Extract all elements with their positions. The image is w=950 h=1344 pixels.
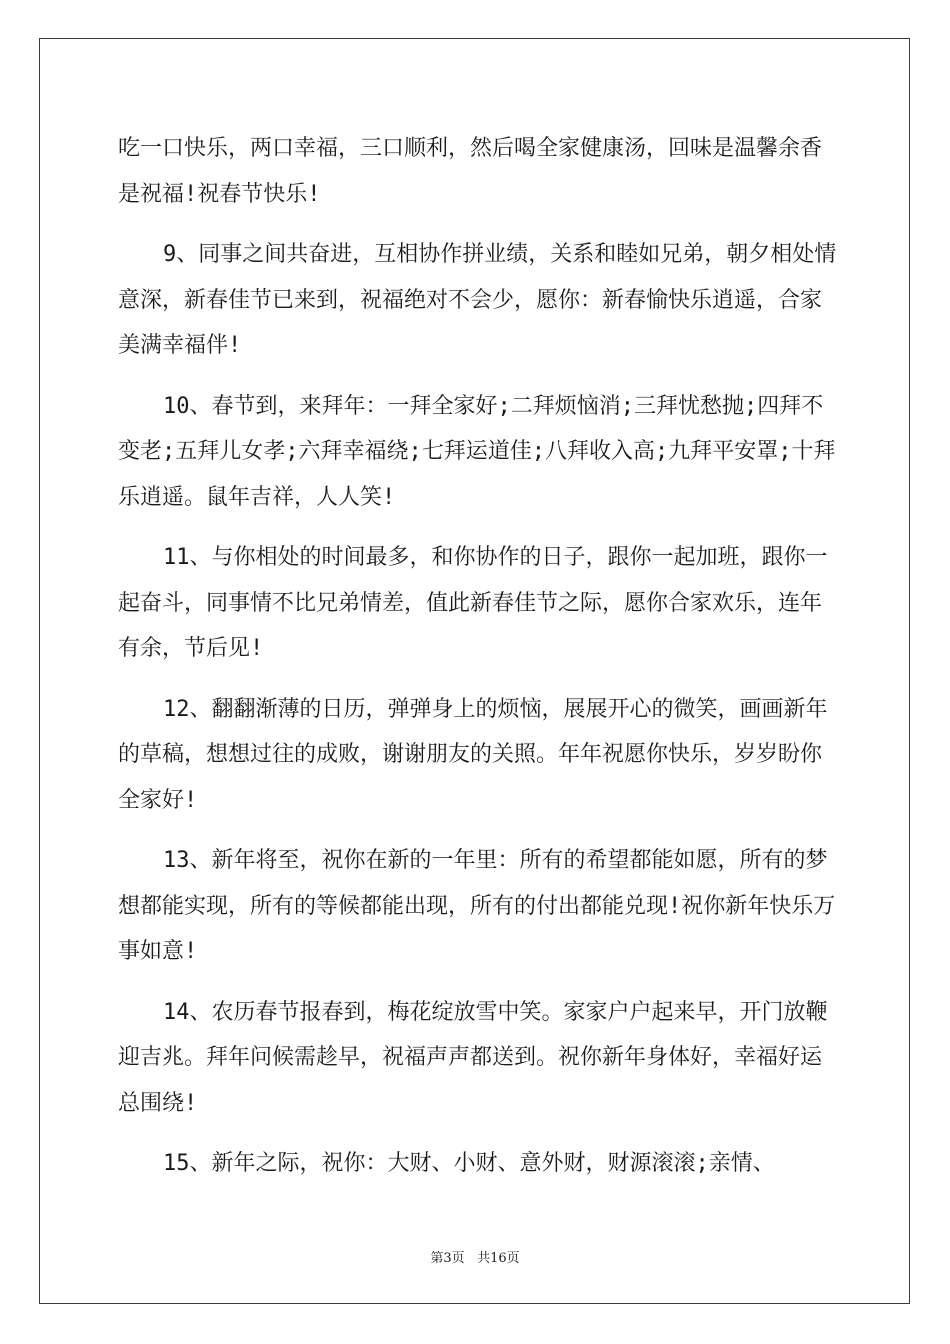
page-footer xyxy=(0,1247,950,1266)
document-body xyxy=(118,126,838,1202)
paragraph-10: 10、春节到，来拜年：一拜全家好;二拜烦恼消;三拜忧愁抛;四拜不变老;五拜儿女孝;六拜幸福绕;七拜运道佳;八拜收入高;九拜平安罩;十拜乐逍遥。鼠年吉祥，人人笑! xyxy=(118,393,836,510)
paragraph-15: 15、新年之际，祝你：大财、小财、意外财，财源滚滚;亲情、 xyxy=(163,1151,775,1176)
page-total: 共16页 xyxy=(477,1251,520,1266)
paragraph-13: 13、新年将至，祝你在新的一年里：所有的希望都能如愿，所有的梦想都能实现，所有的等候都能出现，所有的付出都能兑现!祝你新年快乐万事如意! xyxy=(118,848,836,964)
page-number: 第3页 xyxy=(430,1251,465,1266)
paragraph-continuation: 吃一口快乐，两口幸福，三口顺利，然后喝全家健康汤，回味是温馨余香是祝福!祝春节快乐! xyxy=(118,136,823,207)
paragraph-12: 12、翻翻渐薄的日历，弹弹身上的烦恼，展展开心的微笑，画画新年的草稿，想想过往的成败，谢谢朋友的关照。年年祝愿你快乐，岁岁盼你全家好! xyxy=(118,696,828,813)
paragraph-14: 14、农历春节报春到，梅花绽放雪中笑。家家户户起来早，开门放鞭迎吉兆。拜年问候需趁早，祝福声声都送到。祝你新年身体好，幸福好运总围绕! xyxy=(118,999,828,1116)
paragraph-9: 9、同事之间共奋进，互相协作拼业绩，关系和睦如兄弟，朝夕相处情意深，新春佳节已来到，祝福绝对不会少，愿你：新春愉快乐逍遥，合家美满幸福伴! xyxy=(118,242,837,358)
paragraph-11: 11、与你相处的时间最多，和你协作的日子，跟你一起加班，跟你一起奋斗，同事情不比兄弟情差，值此新春佳节之际，愿你合家欢乐，连年有余，节后见! xyxy=(118,545,828,661)
